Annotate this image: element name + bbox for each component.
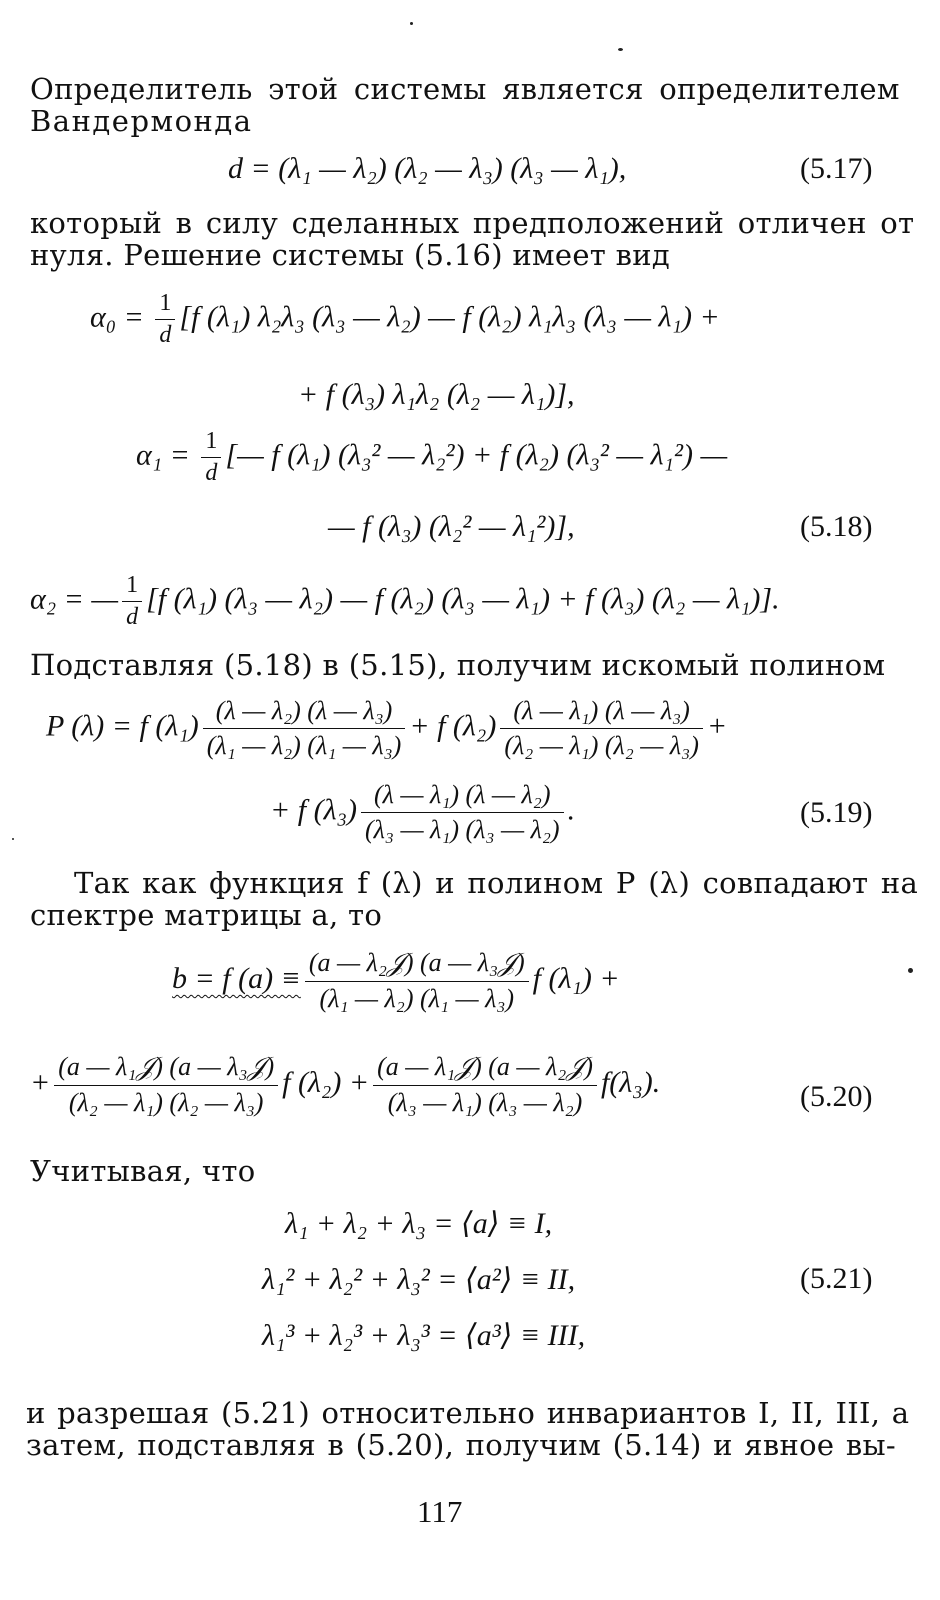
- fraction: [500, 696, 703, 761]
- equation-number: (5.19): [800, 796, 873, 829]
- fraction: [305, 948, 529, 1014]
- equation-alpha1: [136, 428, 727, 487]
- fraction-numerator: 1: [122, 572, 142, 602]
- paragraph-line: Подставляя (5.18) в (5.15), получим искомый полином: [30, 648, 886, 682]
- eq519-lhs: P (λ) = f (λ₁): [46, 709, 199, 743]
- equation-5-21-line1: λ₁ + λ₂ + λ₃ = ⟨a⟩ ≡ I,: [285, 1207, 553, 1240]
- fraction-numerator: (λ — λ₁) (λ — λ₃): [500, 696, 703, 729]
- paragraph-line: спектре матрицы a, то: [30, 898, 383, 932]
- eq520-l2-lead: +: [30, 1065, 51, 1099]
- paragraph-line: нуля. Решение системы (5.16) имеет вид: [30, 238, 671, 272]
- alpha1-rest: [— f (λ₁) (λ₃² — λ₂²) + f (λ₂) (λ₃² — λ₁²) —: [225, 438, 728, 472]
- equation-5-21-line2: λ₁² + λ₂² + λ₃² = ⟨a²⟩ ≡ II,: [262, 1263, 576, 1296]
- eq519-l2-end: .: [567, 793, 576, 827]
- fraction-denominator: d: [205, 460, 218, 486]
- fraction-numerator: (a — λ₂𝒥) (a — λ₃𝒥): [305, 948, 529, 982]
- eq520-lhs: b = f (a) ≡: [172, 961, 301, 995]
- fraction: [203, 696, 406, 761]
- eq520-f3-after: f(λ₃).: [600, 1065, 661, 1099]
- equation-5-20-line2: [30, 1052, 660, 1118]
- paragraph-line: Определитель этой системы является определителем: [30, 72, 900, 106]
- equation-alpha0: [90, 290, 720, 349]
- eq519-mid: + f (λ₂): [409, 709, 497, 743]
- equation-alpha0-cont: + f (λ₃) λ₁λ₂ (λ₂ — λ₁)],: [298, 378, 575, 411]
- paragraph-line: Учитывая, что: [30, 1154, 256, 1188]
- fraction-numerator: 1: [201, 428, 221, 458]
- equation-5-17: d = (λ₁ — λ₂) (λ₂ — λ₃) (λ₃ — λ₁),: [228, 152, 627, 185]
- alpha0-lhs: α₀ =: [90, 300, 152, 334]
- fraction-denominator: d: [126, 604, 139, 630]
- fraction: [122, 572, 142, 631]
- fraction-numerator: (a — λ₁𝒥) (a — λ₃𝒥): [54, 1052, 278, 1086]
- eq520-f2-after: f (λ₂) +: [282, 1065, 370, 1099]
- fraction-denominator: (λ₂ — λ₁) (λ₂ — λ₃): [68, 1088, 264, 1117]
- paragraph-line: который в силу сделанных предположений отличен от: [30, 206, 915, 240]
- fraction-denominator: (λ₃ — λ₁) (λ₃ — λ₂): [364, 815, 560, 844]
- fraction-denominator: (λ₁ — λ₂) (λ₁ — λ₃): [319, 984, 515, 1013]
- fraction-denominator: (λ₁ — λ₂) (λ₁ — λ₃): [206, 731, 402, 760]
- equation-number: (5.18): [800, 510, 873, 543]
- paragraph-line: затем, подставляя в (5.20), получим (5.14) и явное вы-: [26, 1428, 896, 1462]
- fraction-denominator: (λ₃ — λ₁) (λ₃ — λ₂): [387, 1088, 583, 1117]
- eq520-f1-after: f (λ₁) +: [532, 961, 620, 995]
- fraction: [155, 290, 175, 349]
- fraction: [373, 1052, 597, 1118]
- alpha2-rest: [f (λ₁) (λ₃ — λ₂) — f (λ₂) (λ₃ — λ₁) + f (λ₃) (λ₂ — λ₁)].: [146, 582, 780, 616]
- alpha0-rest: [f (λ₁) λ₂λ₃ (λ₃ — λ₂) — f (λ₂) λ₁λ₃ (λ₃ — λ₁) +: [179, 300, 720, 334]
- equation-number: (5.21): [800, 1262, 873, 1295]
- alpha1-lhs: α₁ =: [136, 438, 198, 472]
- equation-5-20-line1: [172, 948, 620, 1014]
- equation-alpha1-cont: — f (λ₃) (λ₂² — λ₁²)],: [328, 510, 575, 543]
- fraction-numerator: (a — λ₁𝒥) (a — λ₂𝒥): [373, 1052, 597, 1086]
- fraction: [54, 1052, 278, 1118]
- fraction-numerator: (λ — λ₁) (λ — λ₂): [361, 780, 564, 813]
- equation-number: (5.20): [800, 1080, 873, 1113]
- page-number: 117: [417, 1494, 463, 1529]
- scan-speck: [12, 838, 14, 840]
- equation-5-21-line3: λ₁³ + λ₂³ + λ₃³ = ⟨a³⟩ ≡ III,: [262, 1319, 586, 1352]
- scan-speck: [908, 968, 913, 973]
- fraction-denominator: d: [159, 322, 172, 348]
- eq519-l2-lead: + f (λ₃): [270, 793, 357, 827]
- paragraph-line: и разрешая (5.21) относительно инвариантов I, II, III, а: [26, 1396, 910, 1430]
- fraction: [361, 780, 564, 845]
- equation-alpha2: [30, 572, 780, 631]
- equation-5-19-line2: [270, 780, 575, 845]
- scan-speck: [618, 48, 623, 51]
- fraction-denominator: (λ₂ — λ₁) (λ₂ — λ₃): [504, 731, 699, 760]
- scan-speck: [410, 22, 413, 25]
- paragraph-line: Вандермонда: [30, 104, 253, 138]
- equation-number: (5.17): [800, 152, 873, 185]
- eq519-tail: +: [706, 709, 728, 743]
- fraction-numerator: 1: [155, 290, 175, 320]
- alpha2-lhs: α₂ = —: [30, 582, 119, 616]
- fraction: [201, 428, 221, 487]
- fraction-numerator: (λ — λ₂) (λ — λ₃): [203, 696, 406, 729]
- paragraph-line: Так как функция f (λ) и полином P (λ) совпадают на: [74, 866, 919, 900]
- equation-5-19-line1: [46, 696, 727, 761]
